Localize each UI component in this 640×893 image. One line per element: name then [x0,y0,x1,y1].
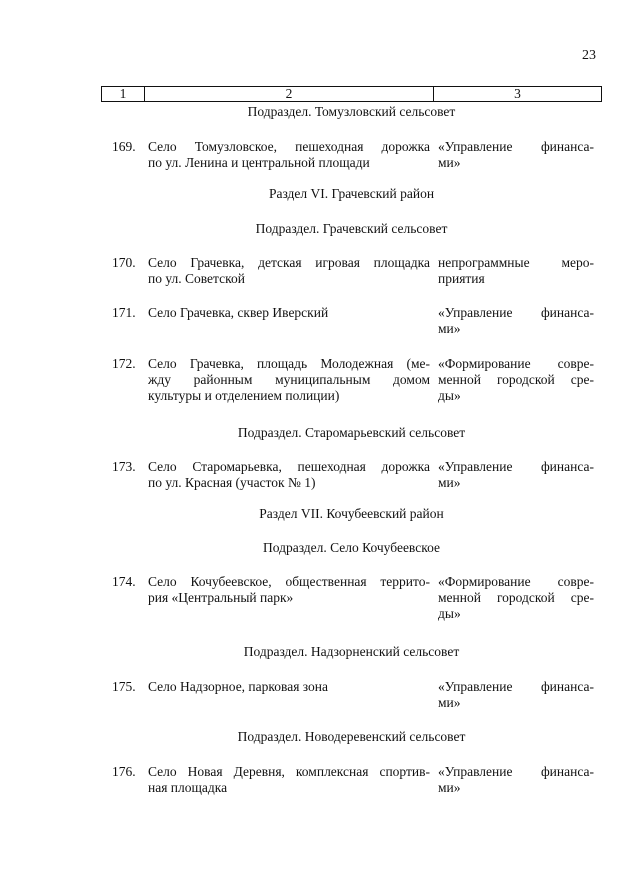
program-line: «Управление финанса- [438,679,594,694]
description-line: культуры и отделением полиции) [148,388,340,403]
program-line: менной городской сре- [438,590,594,605]
table-row-169 [112,139,602,171]
table-row-174 [112,574,602,622]
subsection-heading-novoderevensky: Подраздел. Новодеревенский сельсовет [237,729,466,744]
object-description [148,305,430,337]
program-name [438,574,594,622]
description-line: рия «Центральный парк» [148,590,294,605]
row-number: 176. [112,764,136,779]
table-header-col-2: 2 [144,87,433,101]
program-line: «Управление финанса- [438,305,594,320]
program-name [438,255,594,287]
description-line: ная площадка [148,780,228,795]
row-number: 170. [112,255,136,270]
table-row-173 [112,459,602,491]
object-description [148,679,430,711]
description-line: Село Кочубеевское, общественная террито- [148,574,430,589]
program-line: менной городской сре- [438,372,594,387]
table-row-171 [112,305,602,337]
page-number: 23 [582,48,596,63]
program-name [438,356,594,404]
subsection-heading-kochubeevskoe: Подраздел. Село Кочубеевское [262,540,441,555]
program-name [438,139,594,171]
table-header-col-1: 1 [119,86,127,101]
program-line: ды» [438,606,461,621]
object-description [148,574,430,622]
description-line: Село Грачевка, детская игровая площадка [148,255,430,270]
section-heading-grachevsky: Раздел VI. Грачевский район [268,186,435,201]
program-line: непрограммные меро- [438,255,594,270]
program-line: «Формирование совре- [438,356,594,371]
object-description [148,459,430,491]
row-number: 175. [112,679,136,694]
description-line: по ул. Ленина и центральной площади [148,155,370,170]
description-line: Село Томузловское, пешеходная дорожка [148,139,430,154]
program-line: «Управление финанса- [438,764,594,779]
object-description [148,139,430,171]
program-name [438,459,594,491]
program-line: «Формирование совре- [438,574,594,589]
program-line: ми» [438,475,461,490]
program-name [438,679,594,711]
description-line: по ул. Советской [148,271,245,286]
row-number: 171. [112,305,136,320]
table-row-172 [112,356,602,404]
table-header-col-3: 3 [433,87,601,101]
table-row-176 [112,764,602,796]
program-line: приятия [438,271,485,286]
object-description [148,764,430,796]
program-line: «Управление финанса- [438,139,594,154]
object-description [148,356,430,404]
program-line: ми» [438,695,461,710]
row-number: 174. [112,574,136,589]
table-row-175 [112,679,602,711]
description-line: Село Новая Деревня, комплексная спортив- [148,764,430,779]
table-header-row [101,86,602,102]
subsection-heading-staromaryevsky: Подраздел. Старомарьевский сельсовет [237,425,466,440]
program-line: ми» [438,780,461,795]
description-line: по ул. Красная (участок № 1) [148,475,316,490]
description-line: Село Надзорное, парковая зона [148,679,329,694]
description-line: жду районным муниципальным домом [148,372,430,387]
object-description [148,255,430,287]
subsection-heading-nadzornensky: Подраздел. Надзорненский сельсовет [243,644,460,659]
description-line: Село Грачевка, площадь Молодежная (ме- [148,356,430,371]
program-name [438,305,594,337]
row-number: 173. [112,459,136,474]
section-heading-kochubeevsky: Раздел VII. Кочубеевский район [259,506,444,521]
subsection-heading-tomuzlovsky: Подраздел. Томузловский сельсовет [247,104,456,119]
table-row-170 [112,255,602,287]
program-line: «Управление финанса- [438,459,594,474]
description-line: Село Грачевка, сквер Иверский [148,305,329,320]
program-line: ми» [438,155,461,170]
row-number: 169. [112,139,136,154]
description-line: Село Старомарьевка, пешеходная дорожка [148,459,430,474]
program-line: ды» [438,388,461,403]
program-line: ми» [438,321,461,336]
program-name [438,764,594,796]
subsection-heading-grachevsky: Подраздел. Грачевский сельсовет [255,221,448,236]
row-number: 172. [112,356,136,371]
